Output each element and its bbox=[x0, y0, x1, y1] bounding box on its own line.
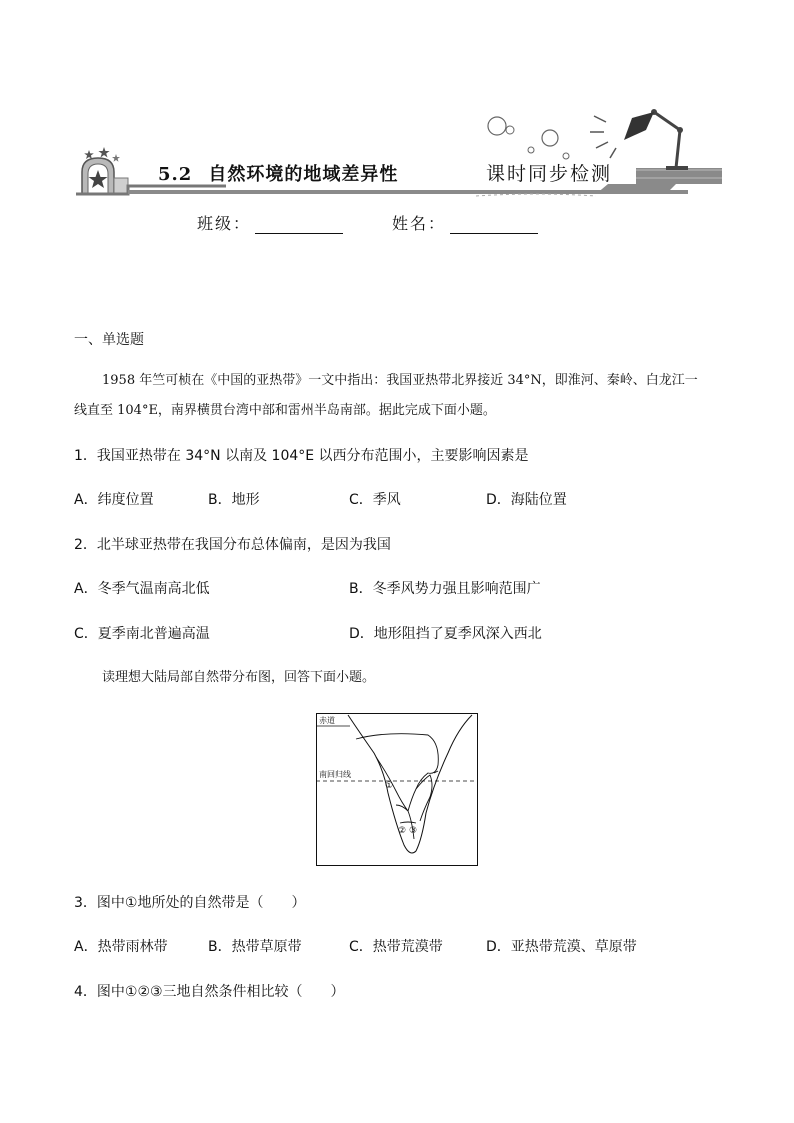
natural-zone-map bbox=[316, 713, 478, 866]
section-number: 5.2 bbox=[158, 164, 193, 185]
passage1-line2: 线直至 104°E，南界横贯台湾中部和雷州半岛南部。据此完成下面小题。 bbox=[74, 403, 496, 418]
question-1-option-b[interactable]: B．地形 bbox=[208, 492, 260, 508]
name-label: 姓名： bbox=[392, 214, 447, 233]
question-2-option-d[interactable]: D．地形阻挡了夏季风深入西北 bbox=[349, 626, 542, 642]
question-1-option-a[interactable]: A．纬度位置 bbox=[74, 492, 154, 508]
bubbles-icon bbox=[488, 117, 569, 159]
star-badge-icon bbox=[82, 147, 128, 194]
zone-1-label: ① bbox=[385, 781, 394, 791]
zone-3-label: ③ bbox=[409, 826, 418, 836]
class-label: 班级： bbox=[197, 214, 252, 233]
question-1-option-d[interactable]: D．海陆位置 bbox=[486, 492, 567, 508]
question-2-option-b[interactable]: B．冬季风势力强且影响范围广 bbox=[349, 581, 541, 597]
section-heading: 一、单选题 bbox=[74, 332, 144, 348]
question-1-option-c[interactable]: C．季风 bbox=[349, 492, 401, 508]
class-field[interactable] bbox=[197, 211, 343, 234]
passage2: 读理想大陆局部自然带分布图，回答下面小题。 bbox=[102, 670, 376, 685]
question-1-stem: 1．我国亚热带在 34°N 以南及 104°E 以西分布范围小，主要影响因素是 bbox=[74, 448, 529, 464]
question-3-option-c[interactable]: C．热带荒漠带 bbox=[349, 939, 443, 955]
tropic-label: 南回归线 bbox=[319, 770, 351, 779]
question-4-stem: 4．图中①②③三地自然条件相比较（ ） bbox=[74, 984, 345, 1000]
question-3-option-b[interactable]: B．热带草原带 bbox=[208, 939, 302, 955]
question-3-option-d[interactable]: D．亚热带荒漠、草原带 bbox=[486, 939, 637, 955]
equator-label: 赤道 bbox=[319, 716, 335, 725]
header-subtitle: 课时同步检测 bbox=[486, 163, 613, 185]
name-blank[interactable] bbox=[450, 215, 538, 234]
question-3-stem: 3．图中①地所处的自然带是（ ） bbox=[74, 895, 306, 911]
question-2-option-a[interactable]: A．冬季气温南高北低 bbox=[74, 581, 210, 597]
question-2-option-c[interactable]: C．夏季南北普遍高温 bbox=[74, 626, 210, 642]
name-field[interactable] bbox=[392, 211, 538, 234]
class-blank[interactable] bbox=[255, 215, 343, 234]
question-2-stem: 2．北半球亚热带在我国分布总体偏南，是因为我国 bbox=[74, 537, 391, 553]
section-title-text: 自然环境的地域差异性 bbox=[208, 164, 399, 185]
zone-2-label: ② bbox=[398, 826, 407, 836]
question-3-option-a[interactable]: A．热带雨林带 bbox=[74, 939, 168, 955]
section-title bbox=[158, 160, 398, 186]
passage1-line1: 1958 年竺可桢在《中国的亚热带》一文中指出：我国亚热带北界接近 34°N，即淮河、秦岭、白龙江一 bbox=[102, 373, 698, 388]
